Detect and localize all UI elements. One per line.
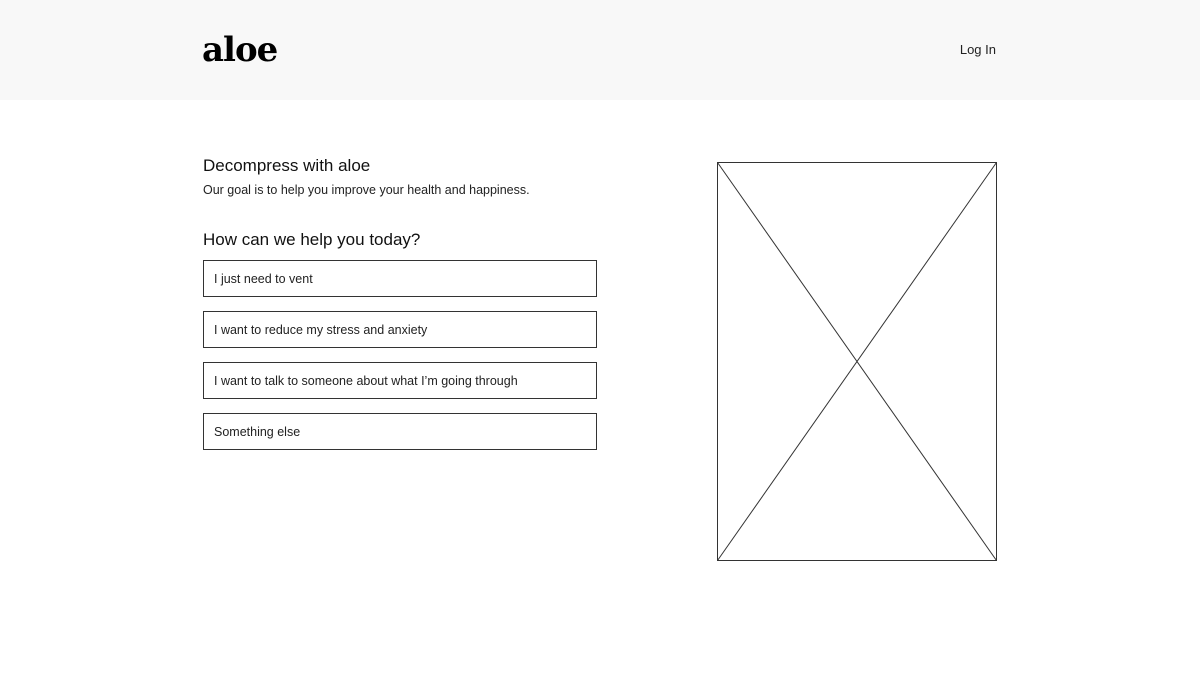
login-link[interactable]: Log In (959, 42, 996, 57)
option-talk-to-someone-button[interactable] (203, 362, 597, 399)
question-title: How can we help you today? (203, 230, 421, 249)
intro-subtitle: Our goal is to help you improve your health and happiness. (203, 183, 530, 197)
option-label: I just need to vent (214, 271, 313, 286)
logo[interactable]: aloe (202, 30, 278, 70)
option-label: I want to reduce my stress and anxiety (214, 322, 428, 337)
option-reduce-stress-button[interactable] (203, 311, 597, 348)
options-list (203, 260, 597, 464)
option-label: Something else (214, 424, 301, 439)
image-placeholder (717, 162, 997, 561)
option-vent-button[interactable] (203, 260, 597, 297)
option-something-else-button[interactable] (203, 413, 597, 450)
image-placeholder-icon (717, 162, 997, 561)
top-header (0, 0, 1200, 100)
intro-title: Decompress with aloe (203, 156, 371, 175)
option-label: I want to talk to someone about what I’m going through (214, 373, 518, 388)
